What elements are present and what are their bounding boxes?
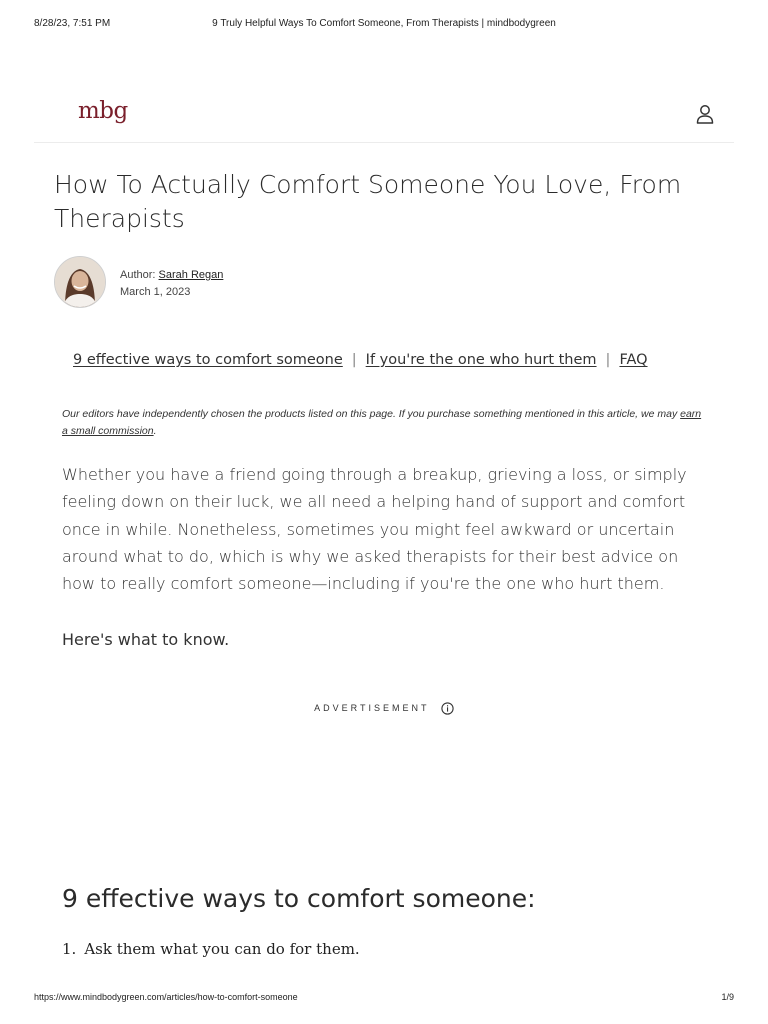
print-page-title: 9 Truly Helpful Ways To Comfort Someone, From Therapists | mindbodygreen bbox=[212, 18, 556, 29]
mbg-logo[interactable]: mbg bbox=[78, 98, 128, 124]
toc-link-faq[interactable]: FAQ bbox=[619, 352, 648, 368]
author-meta bbox=[120, 267, 223, 301]
print-url: https://www.mindbodygreen.com/articles/how-to-comfort-someone bbox=[34, 992, 298, 1002]
ad-label-text: ADVERTISEMENT bbox=[314, 702, 430, 713]
info-icon[interactable] bbox=[441, 702, 454, 715]
advertisement-label bbox=[0, 702, 768, 715]
print-datetime: 8/28/23, 7:51 PM bbox=[34, 18, 111, 29]
user-icon[interactable] bbox=[696, 104, 714, 124]
toc-link-hurt[interactable]: If you're the one who hurt them bbox=[365, 352, 597, 368]
author-label: Author: bbox=[120, 269, 156, 281]
affiliate-disclaimer bbox=[62, 406, 702, 440]
list-item bbox=[62, 940, 360, 958]
author-link[interactable]: Sarah Regan bbox=[158, 269, 224, 281]
author-block bbox=[54, 256, 454, 310]
list-item-text: Ask them what you can do for them. bbox=[84, 940, 360, 958]
commission-link[interactable]: earn a small commission bbox=[62, 408, 702, 437]
table-of-contents bbox=[73, 352, 648, 368]
print-footer bbox=[34, 992, 734, 1006]
toc-separator: | bbox=[351, 352, 357, 368]
disclaimer-text: Our editors have independently chosen the products listed on this page. If you purchase something mentioned in this article, we may bbox=[62, 408, 681, 420]
publish-date: March 1, 2023 bbox=[120, 286, 191, 298]
author-photo bbox=[55, 257, 105, 307]
print-header bbox=[34, 18, 734, 32]
toc-separator: | bbox=[605, 352, 611, 368]
section-heading: 9 effective ways to comfort someone: bbox=[62, 884, 536, 913]
toc-link-ways[interactable]: 9 effective ways to comfort someone bbox=[73, 352, 343, 368]
site-header bbox=[34, 86, 734, 143]
author-avatar[interactable] bbox=[54, 256, 106, 308]
list-item-number: 1. bbox=[62, 940, 77, 958]
article-title: How To Actually Comfort Someone You Love, From Therapists bbox=[54, 170, 682, 233]
intro-paragraph: Whether you have a friend going through a breakup, grieving a loss, or simply feeling down on their luck, we all need a helping hand of support and comfort once in while. Nonetheless, sometimes you might feel awkward or uncertain around what to do, which is why we asked therapists for their best advice on how to really comfort someone—including if you're the one who hurt them. bbox=[62, 465, 687, 594]
intro-paragraph-2: Here's what to know. bbox=[62, 630, 230, 649]
disclaimer-end: . bbox=[153, 425, 157, 437]
print-page-number: 1/9 bbox=[721, 992, 734, 1002]
